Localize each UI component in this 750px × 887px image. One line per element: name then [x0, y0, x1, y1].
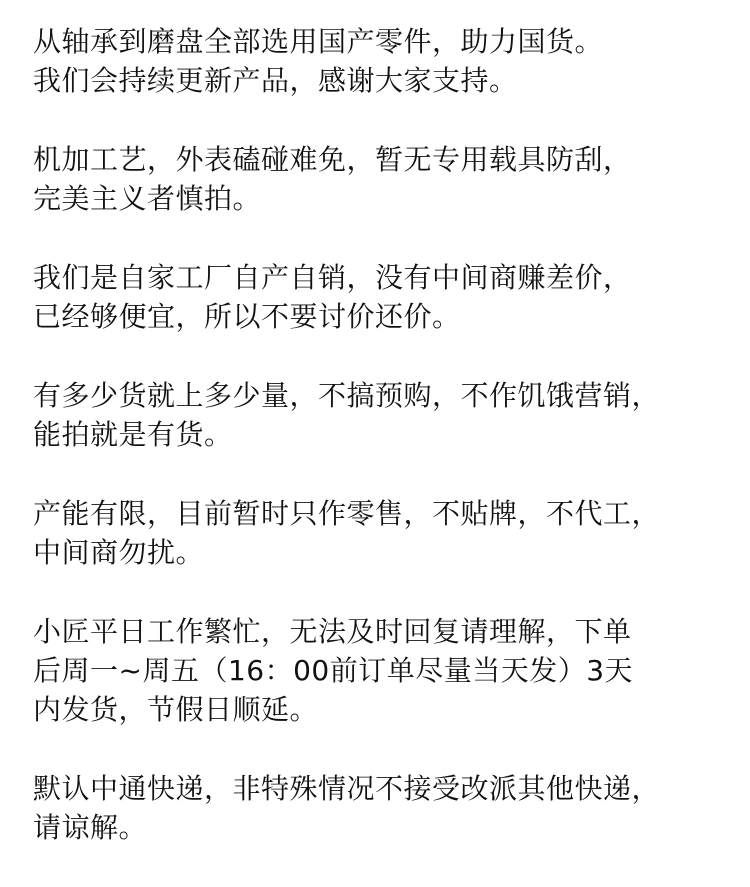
paragraph-retail-only [33, 494, 733, 572]
paragraph-stock-availability [33, 376, 733, 454]
text-line: 内发货，节假日顺延。 [33, 693, 319, 726]
text-line: 默认中通快递，非特殊情况不接受改派其他快递， [33, 772, 661, 805]
text-line: 产能有限，目前暂时只作零售，不贴牌，不代工， [33, 497, 661, 530]
text-line: 小匠平日工作繁忙，无法及时回复请理解，下单 [33, 615, 632, 648]
paragraph-machining-scratches [33, 140, 733, 218]
text-line: 从轴承到磨盘全部选用国产零件，助力国货。 [33, 25, 604, 58]
text-line: 完美主义者慎拍。 [33, 182, 262, 215]
text-line: 已经够便宜，所以不要讨价还价。 [33, 300, 461, 333]
paragraph-shipping-time [33, 612, 733, 729]
text-line: 我们是自家工厂自产自销，没有中间商赚差价， [33, 261, 632, 294]
text-line: 能拍就是有货。 [33, 418, 233, 451]
paragraph-domestic-parts [33, 22, 733, 100]
text-line: 后周一~周五（16：00前订单尽量当天发）3天 [33, 654, 634, 687]
text-line: 中间商勿扰。 [33, 536, 205, 569]
text-line: 我们会持续更新产品，感谢大家支持。 [33, 64, 518, 97]
text-line: 有多少货就上多少量，不搞预购，不作饥饿营销， [33, 379, 661, 412]
shop-notice [33, 22, 733, 887]
text-line: 请谅解。 [33, 811, 148, 844]
paragraph-no-bargaining [33, 258, 733, 336]
text-line: 机加工艺，外表磕碰难免，暂无专用载具防刮， [33, 143, 632, 176]
paragraph-courier-policy [33, 769, 733, 847]
